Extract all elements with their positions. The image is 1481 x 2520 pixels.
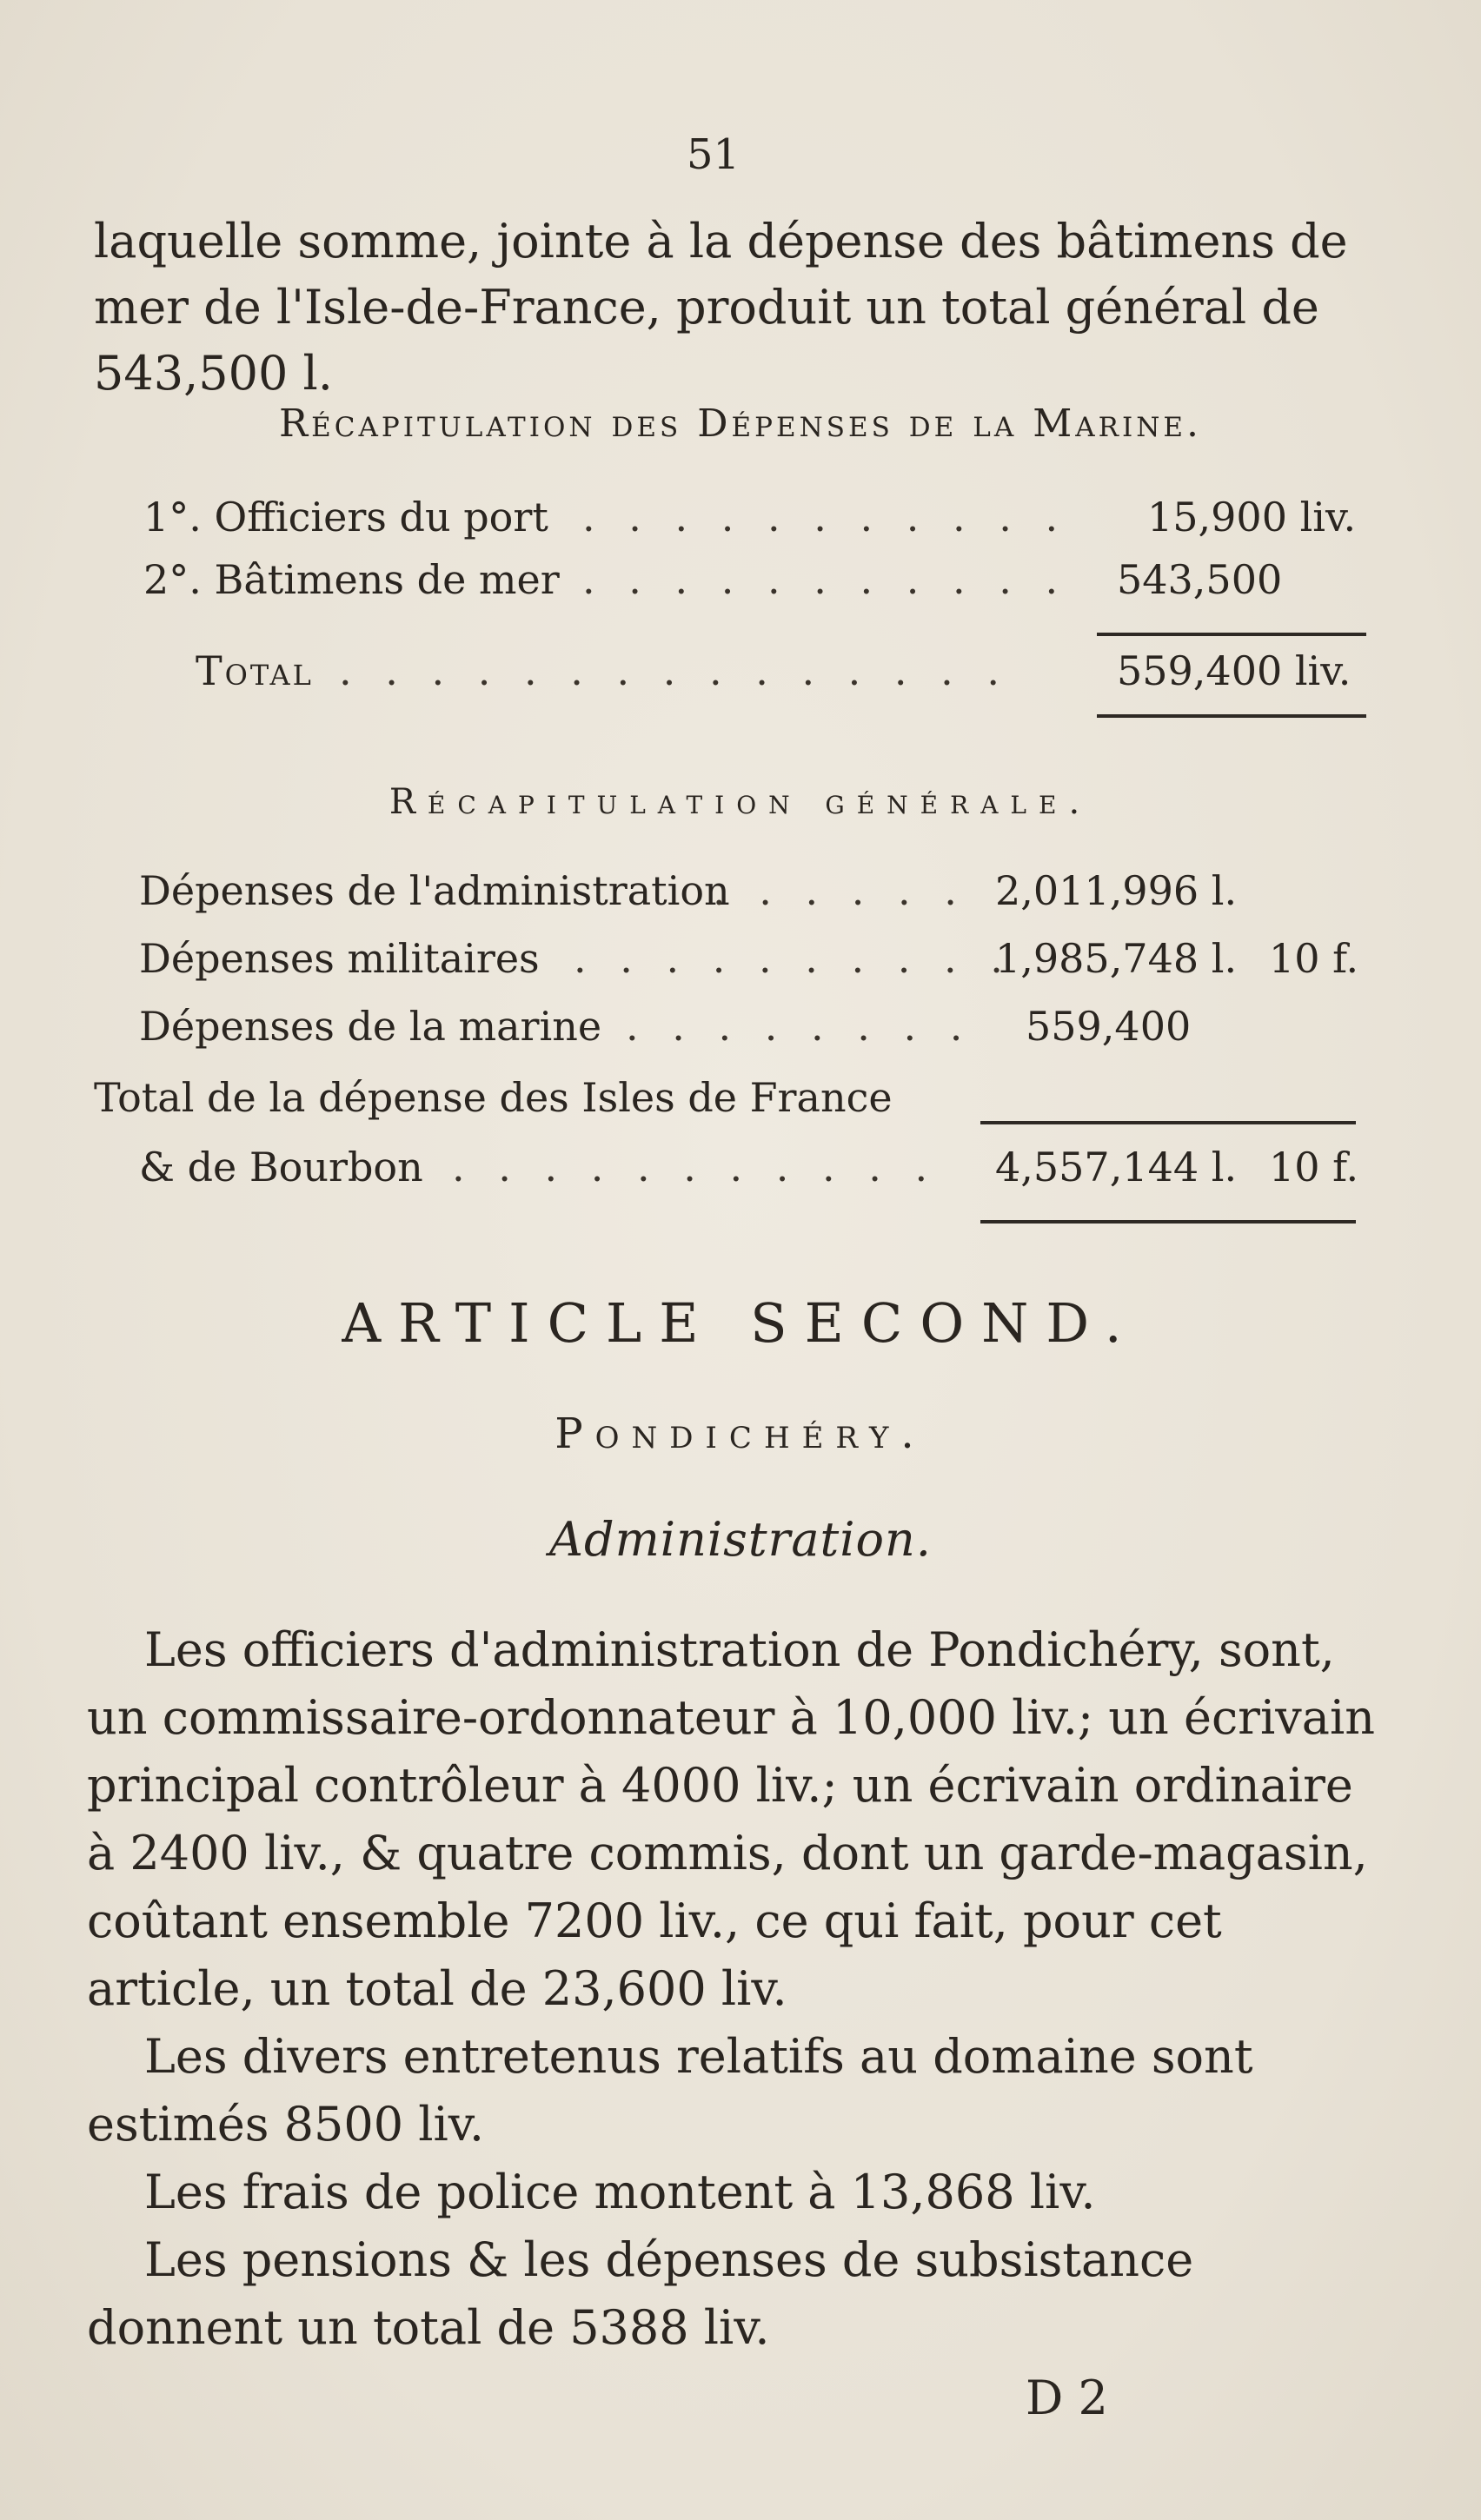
paragraph: Les officiers d'administration de Pondichéry, sont, un commissaire-ordonnateur à 10,000 liv.; un écrivain principal contrôleur à 4000 liv.; un écrivain ordinaire à 2400 liv., & quatre commis, dont un garde-magasin, coûtant ensemble 7200 liv., ce qui fait, pour cet article, un total de 23,600 liv. [87, 1622, 1376, 2016]
leader-dots: . . . . . . . . . . . [452, 1144, 939, 1190]
row-label: Dépenses de l'administration [139, 867, 730, 914]
general-recap-heading: Récapitulation générale. [389, 782, 1092, 822]
total-label: Total de la dépense des Isles de France [94, 1074, 893, 1121]
sum-rule [1097, 633, 1366, 636]
leader-dots: . . . . . . . . . . . [582, 556, 1069, 603]
leader-dots: . . . . . . . . [626, 1003, 973, 1050]
leader-dots: . . . . . . . . . . [574, 935, 1013, 982]
paragraph: Les divers entretenus relatifs au domaine sont estimés 8500 liv. [87, 2029, 1253, 2152]
row-value: 1,985,748 l. [995, 935, 1238, 982]
row-value: 543,500 [1117, 556, 1283, 603]
article-heading: ARTICLE SECOND. [342, 1291, 1139, 1355]
total-value: 559,400 liv. [1117, 647, 1351, 694]
row-value: 559,400 [1026, 1003, 1192, 1050]
sum-rule [1097, 714, 1366, 718]
page-number: 51 [687, 130, 740, 179]
leader-dots: . . . . . . [713, 867, 967, 914]
section-heading: Pondichéry. [555, 1409, 926, 1458]
row-label: Dépenses militaires [139, 935, 540, 982]
subsection-heading: Administration. [549, 1512, 932, 1567]
intro-paragraph: laquelle somme, jointe à la dépense des bâtimens de mer de l'Isle-de-France, produit un total général de 543,500 l. [94, 214, 1348, 401]
marine-recap-heading: Récapitulation des Dépenses de la Marine. [278, 401, 1202, 446]
sum-rule [980, 1121, 1356, 1124]
paragraph: Les frais de police montent à 13,868 liv. [144, 2165, 1096, 2219]
total-extra: 10 f. [1269, 1144, 1359, 1190]
sum-rule [980, 1220, 1356, 1224]
row-value: 2,011,996 l. [995, 867, 1238, 914]
row-label: Dépenses de la marine [139, 1003, 602, 1050]
paragraph: Les pensions & les dépenses de subsistance donnent un total de 5388 liv. [87, 2232, 1194, 2355]
leader-dots: . . . . . . . . . . . [582, 494, 1069, 540]
row-label: 1°. Officiers du port [143, 494, 548, 540]
row-value: 15,900 liv. [1147, 494, 1357, 540]
row-extra: 10 f. [1269, 935, 1359, 982]
leader-dots: . . . . . . . . . . . . . . . [339, 647, 1011, 694]
signature-mark: D 2 [1026, 2371, 1108, 2425]
total-label: & de Bourbon [139, 1144, 423, 1190]
total-value: 4,557,144 l. [995, 1144, 1238, 1190]
body-text [87, 1616, 1391, 2362]
total-label: Total [196, 647, 314, 694]
row-label: 2°. Bâtimens de mer [143, 556, 560, 603]
